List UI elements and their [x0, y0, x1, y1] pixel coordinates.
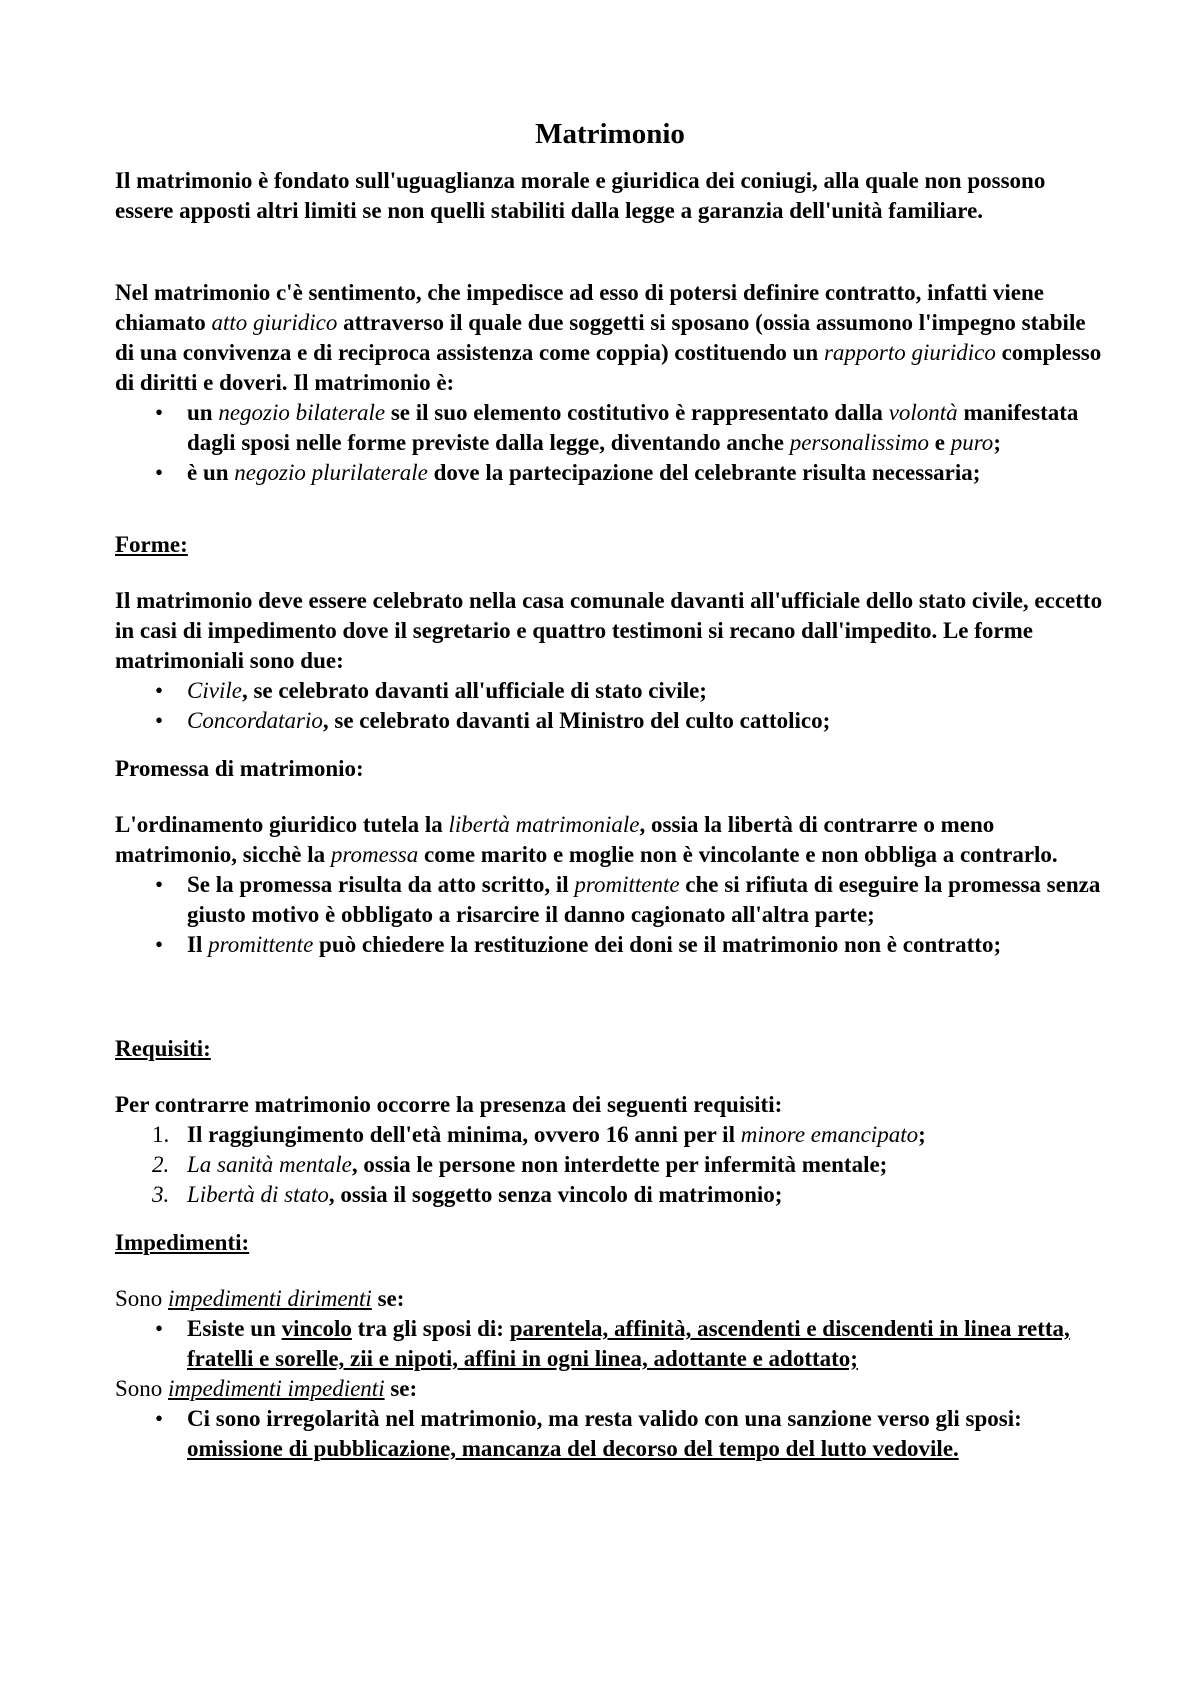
bullet-icon: • [155, 1406, 164, 1431]
list-item: 1. Il raggiungimento dell'età minima, ovvero 16 anni per il minore emancipato; [115, 1120, 1105, 1150]
impedimenti-impedienti-line: Sono impedimenti impedienti se: [115, 1376, 418, 1401]
bullet-icon: • [155, 678, 164, 703]
forme-text: Il matrimonio deve essere celebrato nella casa comunale davanti all'ufficiale dello stato civile, eccetto in casi di impedimento dove il segretario e quattro testimoni si recano dall'impedito. Le forme matrimoniali sono due: [115, 588, 1103, 673]
intro-paragraph-2 [115, 278, 1105, 488]
bullet-icon: • [155, 460, 164, 485]
list-number: 2. [152, 1152, 170, 1177]
list-item: • Ci sono irregolarità nel matrimonio, ma resta valido con una sanzione verso gli sposi: omissione di pubblicazione, mancanza del decorso del tempo del lutto vedovile. [155, 1406, 1022, 1461]
section-requisiti [115, 1090, 1105, 1210]
bullet-icon: • [155, 872, 164, 897]
list-number: 1. [152, 1122, 170, 1147]
section-heading-promessa: Promessa di matrimonio: [115, 756, 364, 781]
list-item: • un negozio bilaterale se il suo elemento costitutivo è rappresentato dalla volontà manifestata dagli sposi nelle forme previste dalla legge, diventando anche personalissimo e puro; [155, 400, 1079, 455]
document-title: Matrimonio [535, 118, 685, 150]
intro-text-2: Nel matrimonio c'è sentimento, che impedisce ad esso di potersi definire contratto, infatti viene chiamato atto giuridico attraverso il quale due soggetti si sposano (ossia assumono l'impegno stabile di una convivenza e di reciproca assistenza come coppia) costituendo un rapporto giuridico complesso di diritti e doveri. Il matrimonio è: [115, 280, 1102, 395]
bullet-icon: • [155, 1316, 164, 1341]
list-item: • è un negozio plurilaterale dove la partecipazione del celebrante risulta necessaria; [115, 458, 1105, 488]
list-item: • Il promittente può chiedere la restituzione dei doni se il matrimonio non è contratto; [115, 930, 1105, 960]
list-item: • Civile, se celebrato davanti all'ufficiale di stato civile; [115, 676, 1105, 706]
section-heading-forme: Forme: [115, 532, 188, 557]
promessa-text: L'ordinamento giuridico tutela la libertà matrimoniale, ossia la libertà di contrarre o meno matrimonio, sicchè la promessa come marito e moglie non è vincolante e non obbliga a contrarlo. [115, 812, 1058, 867]
section-promessa [115, 810, 1105, 960]
bullet-icon: • [155, 708, 164, 733]
list-item: • Concordatario, se celebrato davanti al Ministro del culto cattolico; [115, 706, 1105, 736]
section-impedimenti [115, 1284, 1105, 1464]
intro-text-1: Il matrimonio è fondato sull'uguaglianza morale e giuridica dei coniugi, alla quale non possono essere apposti altri limiti se non quelli stabiliti dalla legge a garanzia dell'unità familiare. [115, 168, 1046, 223]
list-item: 3. Libertà di stato, ossia il soggetto senza vincolo di matrimonio; [115, 1180, 1105, 1210]
intro-paragraph-1 [115, 166, 1105, 226]
bullet-icon: • [155, 932, 164, 957]
section-forme [115, 586, 1105, 736]
list-number: 3. [152, 1182, 170, 1207]
list-item: • Esiste un vincolo tra gli sposi di: parentela, affinità, ascendenti e discendenti in linea retta, fratelli e sorelle, zii e nipoti, affini in ogni linea, adottante e adottato; [155, 1316, 1070, 1371]
bullet-icon: • [155, 400, 164, 425]
section-heading-requisiti: Requisiti: [115, 1036, 211, 1061]
list-item: 2. La sanità mentale, ossia le persone non interdette per infermità mentale; [115, 1150, 1105, 1180]
impedimenti-dirimenti-line: Sono impedimenti dirimenti se: [115, 1286, 405, 1311]
requisiti-text: Per contrarre matrimonio occorre la presenza dei seguenti requisiti: [115, 1092, 783, 1117]
section-heading-impedimenti: Impedimenti: [115, 1230, 250, 1255]
list-item: • Se la promessa risulta da atto scritto, il promittente che si rifiuta di eseguire la promessa senza giusto motivo è obbligato a risarcire il danno cagionato all'altra parte; [155, 872, 1101, 927]
